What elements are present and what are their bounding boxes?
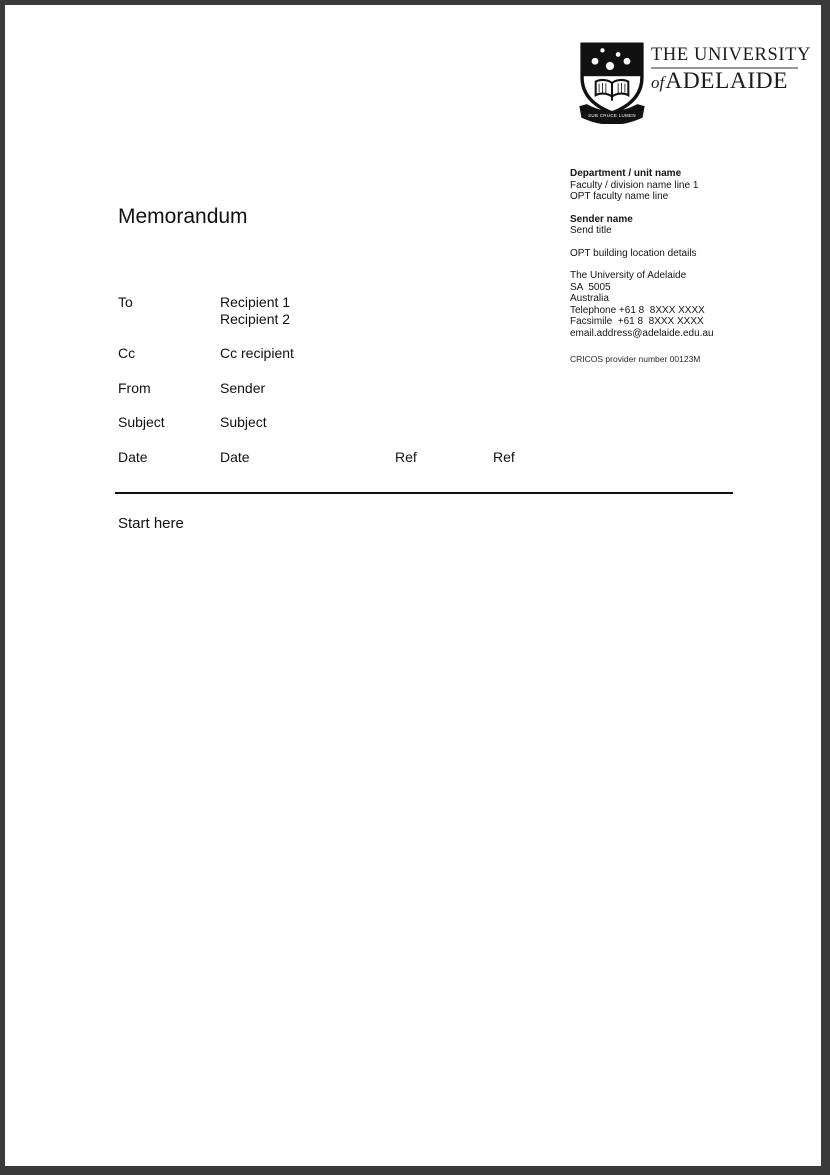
ref-label: Ref: [395, 449, 417, 465]
to-label: To: [118, 294, 133, 310]
contact-faculty: Faculty / division name line 1: [570, 179, 699, 191]
contact-department: Department / unit name: [570, 168, 682, 179]
contact-send-title: Send title: [570, 225, 612, 236]
header-divider-line: [115, 492, 733, 494]
cricos-number: CRICOS provider number 00123M: [570, 354, 701, 364]
ref-value: Ref: [493, 449, 515, 465]
from-value: Sender: [220, 380, 266, 396]
from-label: From: [118, 380, 151, 396]
subject-label: Subject: [118, 414, 165, 430]
contact-country: Australia: [570, 293, 609, 304]
wordmark-line2: [651, 69, 801, 94]
cc-value: Cc recipient: [220, 345, 294, 361]
wordmark-line1: THE UNIVERSITY: [651, 45, 811, 65]
crest-motto: SUB CRUCE LUMEN: [588, 113, 636, 118]
wordmark-of: of: [651, 72, 665, 92]
wordmark-adelaide: ADELAIDE: [665, 67, 789, 94]
to-value-1: Recipient 1: [220, 294, 291, 310]
to-value-2: Recipient 2: [220, 311, 291, 327]
cc-label: Cc: [118, 345, 136, 361]
contact-sender-name: Sender name: [570, 213, 633, 225]
university-crest-icon: [578, 42, 646, 124]
body-start-text: Start here: [118, 515, 184, 532]
subject-value: Subject: [220, 414, 267, 430]
contact-telephone: Telephone +61 8 8XXX XXXX: [570, 304, 705, 316]
date-label: Date: [118, 449, 148, 465]
page-title: Memorandum: [118, 205, 248, 228]
contact-state-postcode: SA 5005: [570, 281, 611, 293]
date-value: Date: [220, 449, 250, 465]
university-wordmark: [651, 45, 811, 94]
contact-building: OPT building location details: [570, 247, 697, 259]
contact-block: [570, 168, 790, 366]
contact-email: email.address@adelaide.edu.au: [570, 327, 714, 339]
contact-university: The University of Adelaide: [570, 270, 687, 281]
contact-opt-faculty: OPT faculty name line: [570, 191, 669, 202]
contact-facsimile: Facsimile +61 8 8XXX XXXX: [570, 316, 704, 327]
